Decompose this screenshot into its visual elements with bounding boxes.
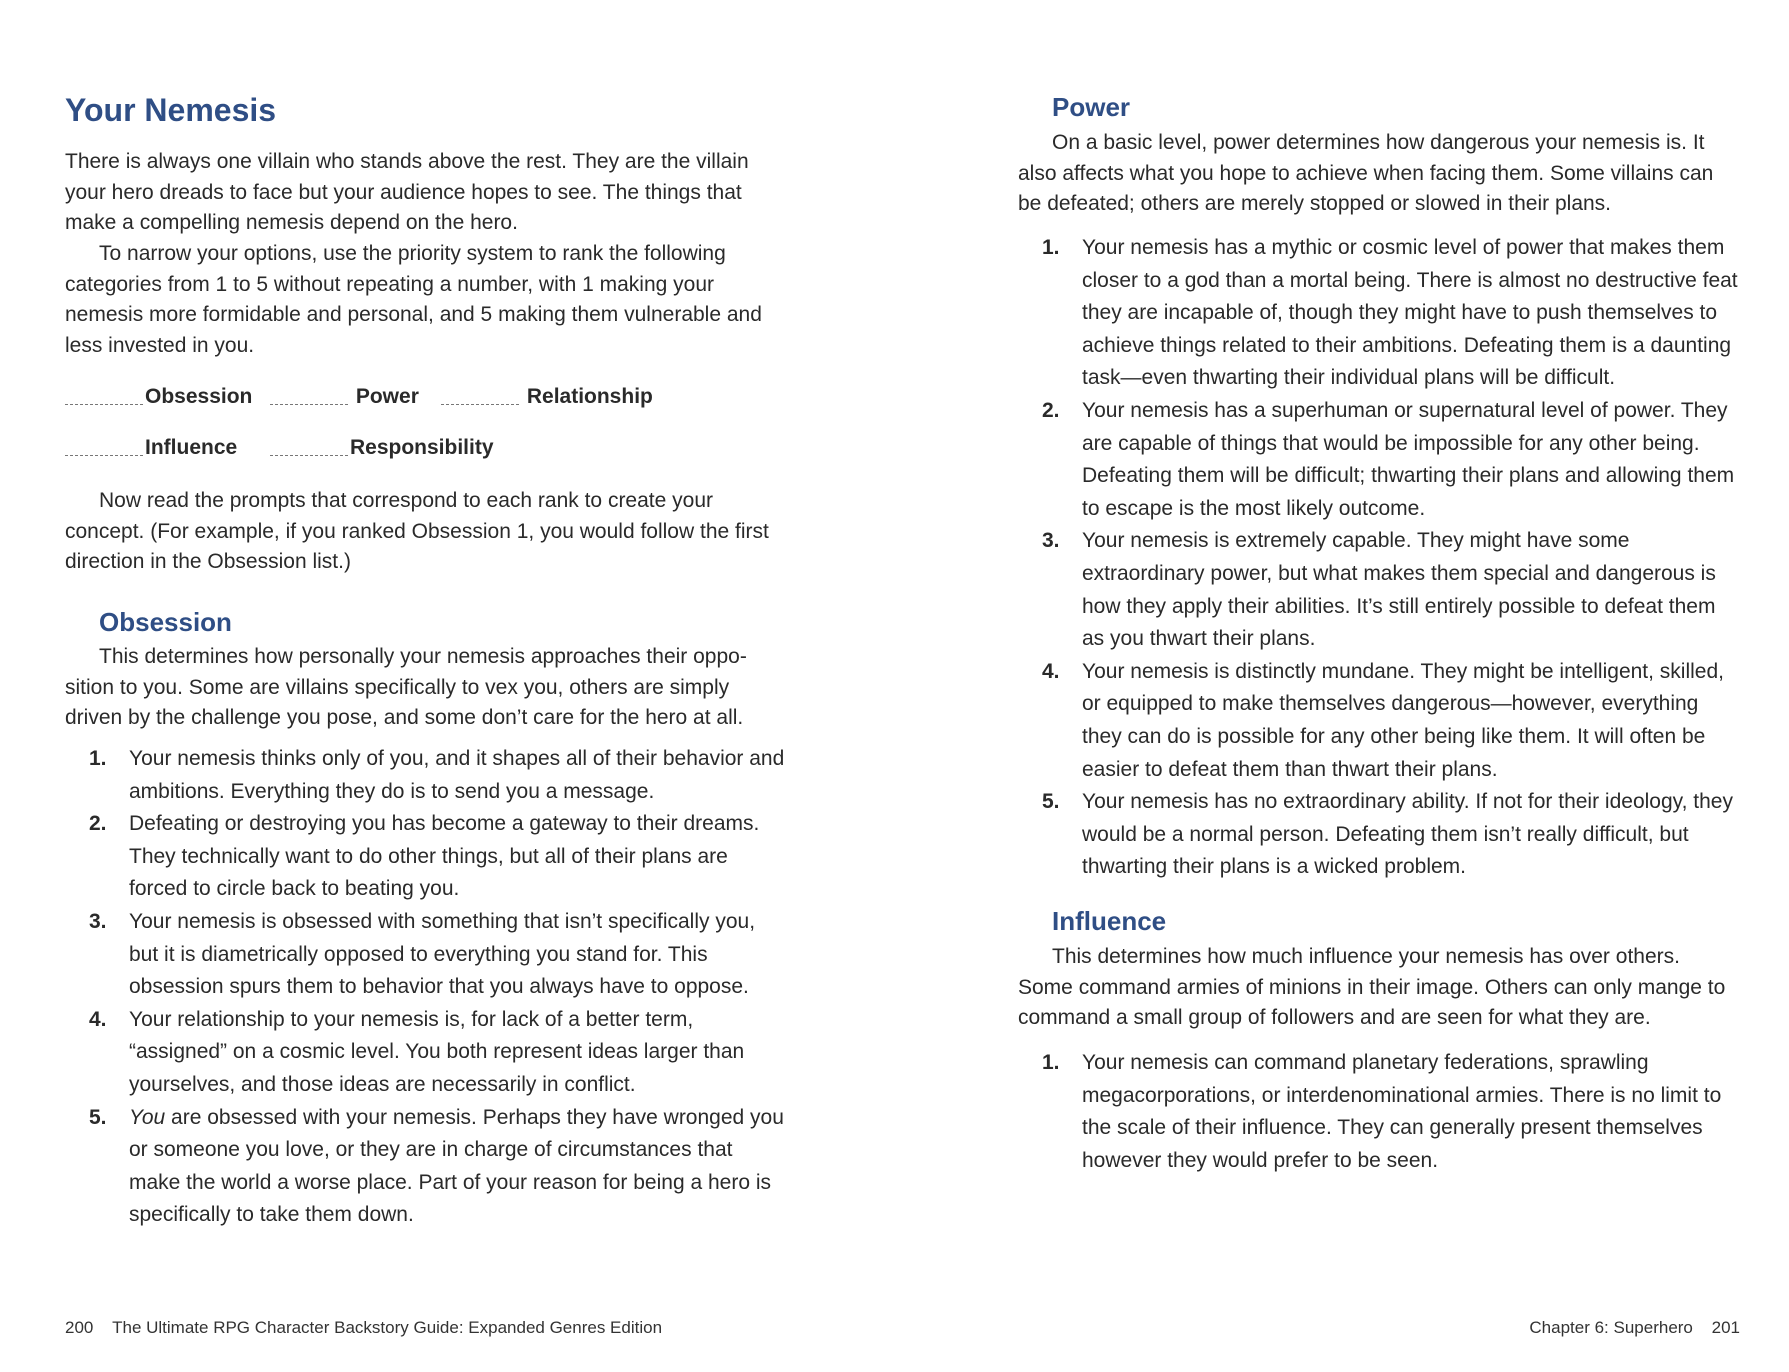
- obsession-list: [65, 743, 787, 1232]
- rank-power[interactable]: Power: [270, 385, 419, 409]
- page-title: Your Nemesis: [65, 92, 277, 128]
- list-item: 5. Your nemesis has no extraordinary ability. If not for their ideology, they would be a normal person. Defeating them isn’t really difficult, but thwarting their plans is a wicked problem.: [1042, 790, 1733, 879]
- obsession-intro: This determines how personally your nemesis approaches their opposition to you. Some are villains specifically to vex you, others are simply driven by the challenge you pose, and some don’t care for the hero at all.: [65, 645, 747, 730]
- chapter-title: Chapter 6: Superhero: [1529, 1318, 1693, 1337]
- list-item: 1. Your nemesis can command planetary federations, sprawling megacorporations, or interdenominational armies. There is no limit to the scale of their influence. They can generally present themselves however they would prefer to be seen.: [1042, 1051, 1722, 1172]
- page-number: 200: [65, 1318, 94, 1337]
- page-number: 201: [1711, 1318, 1740, 1337]
- list-item: 1. Your nemesis thinks only of you, and it shapes all of their behavior and ambitions. Everything they do is to send you a message.: [89, 747, 785, 803]
- right-page: [1018, 0, 1740, 1372]
- influence-list: [1018, 1047, 1740, 1177]
- list-item: 4. Your relationship to your nemesis is, for lack of a better term, “assigned” on a cosmic level. You both represent ideas larger than yourselves, and those ideas are necessarily in conflict.: [89, 1007, 745, 1096]
- rank-relationship[interactable]: Relationship: [441, 385, 653, 409]
- rank-responsibility[interactable]: Responsibility: [270, 436, 494, 460]
- influence-intro: This determines how much influence your nemesis has over others. Some command armies of minions in their image. Others can only mange to command a small group of followers and are seen for what they are.: [1018, 945, 1726, 1030]
- footer-left: [65, 1318, 662, 1338]
- rank-obsession[interactable]: Obsession: [65, 385, 252, 409]
- list-item: 3. Your nemesis is obsessed with something that isn’t specifically you, but it is diametrically opposed to everything you stand for. This obsession spurs them to behavior that you always have to oppose.: [89, 909, 756, 999]
- list-item: 1. Your nemesis has a mythic or cosmic level of power that makes them closer to a god than a mortal being. There is almost no destructive feat they are incapable of, though they might have to push themselves to achieve things related to their ambitions. Defeating them is a daunting task—even thwarting their individual plans will be difficult.: [1042, 236, 1738, 390]
- list-item: 4. Your nemesis is distinctly mundane. They might be intelligent, skilled, or equipped to make themselves dangerous—however, everything they can do is possible for any other being like them. It will often be easier to defeat them than thwart their plans.: [1042, 659, 1724, 781]
- rank-blank[interactable]: [270, 455, 348, 456]
- rank-blank[interactable]: [441, 404, 519, 405]
- list-item: 5. You are obsessed with your nemesis. Perhaps they have wronged you or someone you love, or they are in charge of circumstances that make the world a worse place. Part of your reason for being a hero is specifically to take them down.: [89, 1105, 784, 1227]
- intro-paragraph-1: There is always one villain who stands above the rest. They are the villain your hero dreads to face but your audience hopes to see. The things that make a compelling nemesis depend on the hero.: [65, 150, 749, 235]
- left-page: [65, 0, 787, 1372]
- rank-blank[interactable]: [270, 404, 348, 405]
- section-title-influence: Influence: [1052, 906, 1167, 936]
- intro-paragraph-3: Now read the prompts that correspond to each rank to create your concept. (For example, if you ranked Obsession 1, you would follow the first direction in the Obsession list.): [65, 489, 769, 574]
- footer-right: [1529, 1318, 1740, 1338]
- power-intro: On a basic level, power determines how dangerous your nemesis is. It also affects what you hope to achieve when facing them. Some villains can be defeated; others are merely stopped or slowed in their plans.: [1018, 131, 1714, 216]
- section-title-power: Power: [1052, 92, 1131, 122]
- rank-blank[interactable]: [65, 404, 143, 405]
- intro-paragraph-2: To narrow your options, use the priority system to rank the following categories from 1 to 5 without repeating a number, with 1 making your nemesis more formidable and personal, and 5 making them vulnerable and less invested in you.: [65, 242, 762, 357]
- list-item: 3. Your nemesis is extremely capable. They might have some extraordinary power, but what makes them special and dangerous is how they apply their abilities. It’s still entirely possible to defeat them as you thwart their plans.: [1042, 529, 1716, 651]
- list-item: 2. Your nemesis has a superhuman or supernatural level of power. They are capable of things that would be impossible for any other being. Defeating them will be difficult; thwarting their plans and allowing them to escape is the most likely outcome.: [1042, 398, 1735, 520]
- running-title: The Ultimate RPG Character Backstory Guide: Expanded Genres Edition: [112, 1318, 663, 1337]
- section-title-obsession: Obsession: [99, 607, 232, 637]
- rank-blank[interactable]: [65, 455, 143, 456]
- power-list: [1018, 232, 1740, 884]
- list-item: 2. Defeating or destroying you has become a gateway to their dreams. They technically want to do other things, but all of their plans are forced to circle back to beating you.: [89, 812, 760, 901]
- rank-influence[interactable]: Influence: [65, 436, 237, 460]
